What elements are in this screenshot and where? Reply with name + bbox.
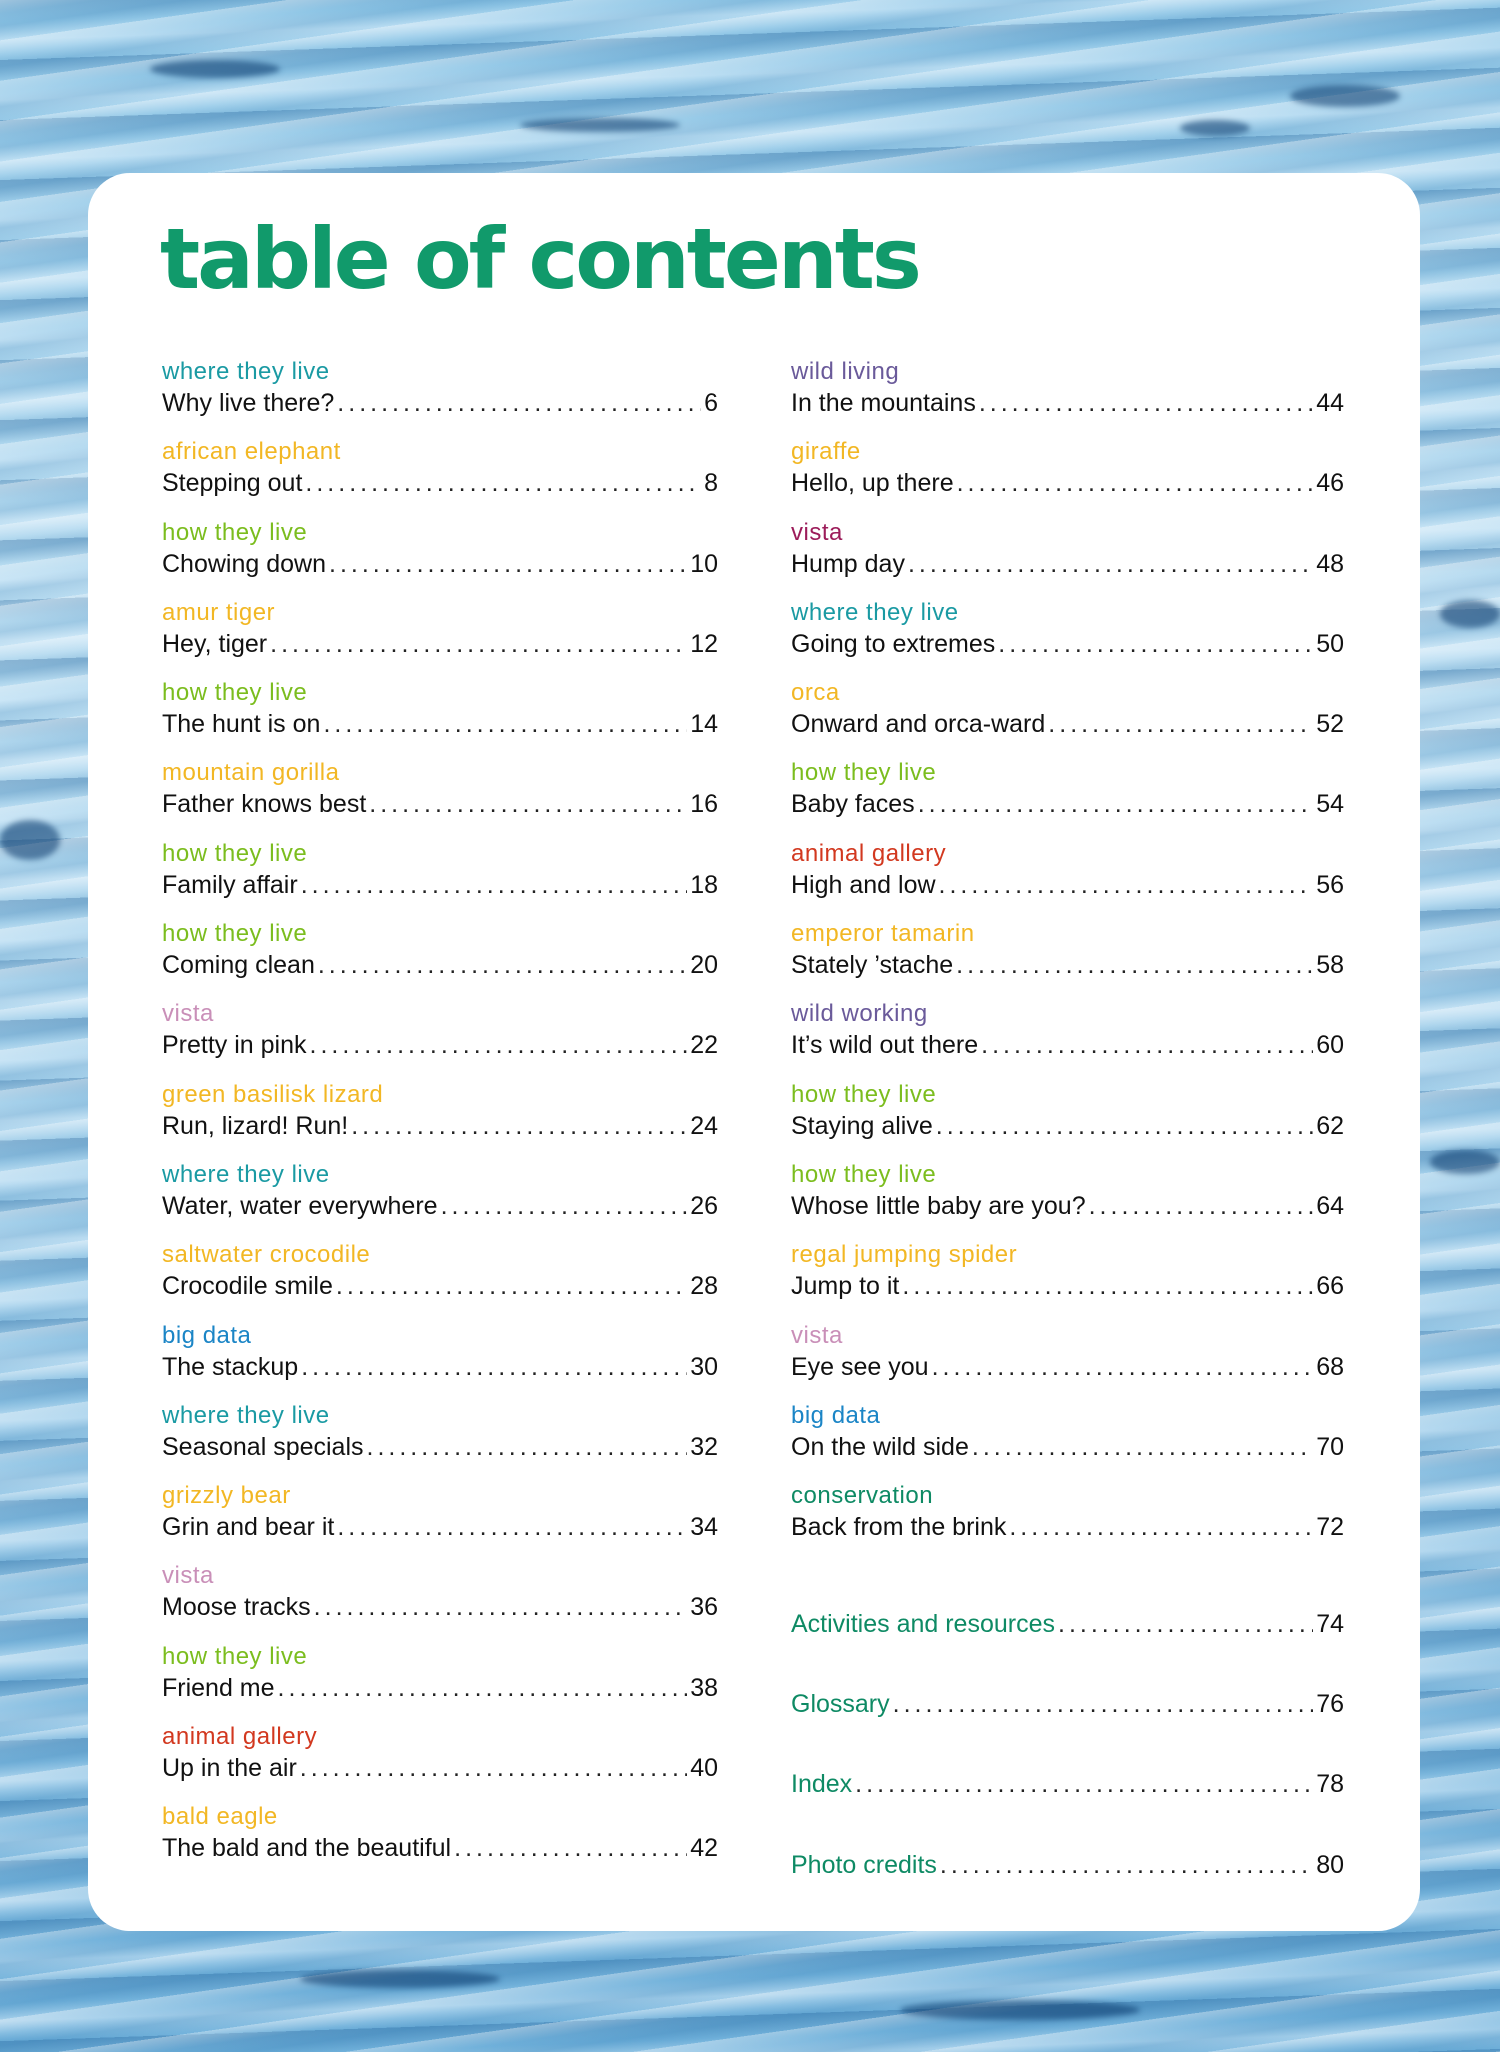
toc-line	[791, 1511, 1344, 1543]
toc-entry[interactable]	[791, 1080, 1344, 1160]
water-ripple	[520, 118, 680, 132]
toc-page-number: 76	[1316, 1690, 1344, 1719]
toc-category-label: giraffe	[791, 438, 861, 466]
toc-title: Water, water everywhere	[162, 1191, 438, 1220]
toc-line	[162, 1832, 718, 1864]
toc-line	[791, 1270, 1344, 1302]
toc-line	[162, 1351, 718, 1383]
toc-category-label: where they live	[791, 598, 959, 626]
dot-leader	[1048, 708, 1313, 740]
toc-category-label: how they live	[162, 839, 308, 867]
toc-title: On the wild side	[791, 1432, 969, 1461]
toc-category-label: how they live	[162, 920, 308, 948]
toc-title: Whose little baby are you?	[791, 1191, 1086, 1220]
toc-page-number: 16	[690, 790, 718, 819]
toc-entry[interactable]	[162, 1321, 718, 1401]
dot-leader	[908, 548, 1313, 580]
toc-page-number: 80	[1316, 1850, 1344, 1879]
dot-leader	[972, 1431, 1313, 1463]
dot-leader	[351, 1110, 687, 1142]
toc-line	[162, 1672, 718, 1704]
toc-line	[791, 708, 1344, 740]
toc-category-label: bald eagle	[162, 1803, 278, 1831]
toc-category-label: vista	[791, 1321, 843, 1349]
toc-line	[162, 1591, 718, 1623]
dot-leader	[902, 1270, 1313, 1302]
toc-line	[791, 1190, 1344, 1222]
toc-page-number: 50	[1316, 629, 1344, 658]
toc-category-label: amur tiger	[162, 598, 276, 626]
toc-entry[interactable]	[162, 1722, 718, 1802]
toc-title: Crocodile smile	[162, 1272, 333, 1301]
toc-page-number: 58	[1316, 951, 1344, 980]
toc-entry[interactable]	[791, 839, 1344, 919]
toc-entry[interactable]	[162, 1642, 718, 1722]
toc-category-label: animal gallery	[791, 839, 947, 867]
dot-leader	[936, 1110, 1313, 1142]
toc-page-number: 46	[1316, 469, 1344, 498]
toc-page-number: 12	[690, 629, 718, 658]
toc-title: Jump to it	[791, 1272, 900, 1301]
toc-page-number: 36	[690, 1593, 718, 1622]
toc-title: Run, lizard! Run!	[162, 1111, 349, 1140]
toc-title: Index	[791, 1770, 853, 1799]
toc-title: Photo credits	[791, 1850, 937, 1879]
toc-title: Hey, tiger	[162, 629, 268, 658]
dot-leader	[1009, 1511, 1313, 1543]
toc-entry[interactable]	[162, 1160, 718, 1240]
toc-line	[791, 628, 1344, 660]
toc-line	[162, 387, 718, 419]
toc-title: It’s wild out there	[791, 1031, 979, 1060]
toc-line	[791, 467, 1344, 499]
toc-category-label: regal jumping spider	[791, 1241, 1018, 1269]
toc-category-label: vista	[791, 518, 843, 546]
toc-entry[interactable]	[162, 1401, 718, 1481]
toc-category-label: wild living	[791, 358, 900, 385]
toc-extra-entry[interactable]	[791, 1561, 1344, 1641]
toc-entry[interactable]	[791, 437, 1344, 517]
toc-category-label: how they live	[162, 679, 308, 707]
toc-entry[interactable]	[162, 678, 718, 758]
dot-leader	[367, 1431, 688, 1463]
toc-line	[791, 548, 1344, 580]
toc-title: The bald and the beautiful	[162, 1834, 452, 1863]
toc-entry[interactable]	[791, 1240, 1344, 1320]
toc-line	[791, 1608, 1344, 1642]
toc-entry[interactable]	[791, 1321, 1344, 1401]
toc-page-number: 44	[1316, 389, 1344, 417]
toc-title: Eye see you	[791, 1352, 929, 1381]
toc-category-label: where they live	[162, 1160, 330, 1188]
toc-title: Friend me	[162, 1673, 275, 1702]
toc-title: Why live there?	[162, 389, 335, 417]
toc-page-number: 10	[690, 549, 718, 578]
toc-page-number: 32	[690, 1432, 718, 1461]
toc-line	[162, 1511, 718, 1543]
dot-leader	[1058, 1608, 1313, 1640]
toc-line	[162, 869, 718, 901]
dot-leader	[318, 949, 687, 981]
toc-page-number: 78	[1316, 1770, 1344, 1799]
toc-title: Seasonal specials	[162, 1432, 364, 1461]
toc-extra-entry[interactable]	[791, 1802, 1344, 1882]
toc-title: Grin and bear it	[162, 1513, 335, 1542]
dot-leader	[998, 628, 1313, 660]
toc-title: Onward and orca-ward	[791, 710, 1046, 739]
dot-leader	[300, 1752, 687, 1784]
water-ripple	[150, 60, 280, 78]
toc-title: Stately ’stache	[791, 951, 954, 980]
toc-page-number: 70	[1316, 1432, 1344, 1461]
water-ripple	[1430, 1150, 1500, 1174]
toc-title: The hunt is on	[162, 710, 321, 739]
toc-entry[interactable]	[162, 1561, 718, 1641]
toc-category-label: how they live	[162, 1642, 308, 1670]
dot-leader	[310, 1029, 688, 1061]
toc-page-number: 40	[690, 1754, 718, 1783]
toc-entry[interactable]	[791, 758, 1344, 838]
dot-leader	[939, 869, 1314, 901]
dot-leader	[270, 628, 687, 660]
dot-leader	[1089, 1190, 1314, 1222]
toc-line	[162, 1110, 718, 1142]
toc-title: The stackup	[162, 1352, 299, 1381]
toc-line	[162, 1431, 718, 1463]
toc-line	[791, 949, 1344, 981]
dot-leader	[940, 1849, 1313, 1881]
water-ripple	[1290, 85, 1400, 107]
dot-leader	[369, 788, 687, 820]
toc-category-label: vista	[162, 1562, 214, 1590]
toc-line	[791, 1849, 1344, 1883]
toc-title: Going to extremes	[791, 629, 996, 658]
toc-category-label: grizzly bear	[162, 1482, 291, 1510]
toc-entry[interactable]	[162, 1802, 718, 1882]
toc-page-number: 52	[1316, 710, 1344, 739]
toc-page-number: 6	[704, 389, 718, 417]
toc-page-number: 34	[690, 1513, 718, 1542]
water-ripple	[1440, 600, 1500, 628]
toc-extra-entry[interactable]	[791, 1722, 1344, 1802]
toc-page-number: 28	[690, 1272, 718, 1301]
toc-line	[791, 869, 1344, 901]
toc-page-number: 74	[1316, 1609, 1344, 1638]
toc-entry[interactable]	[791, 1401, 1344, 1481]
toc-title: Hump day	[791, 549, 905, 578]
dot-leader	[323, 708, 687, 740]
toc-title: Stepping out	[162, 469, 303, 498]
toc-line	[162, 1029, 718, 1061]
toc-category-label: orca	[791, 679, 840, 707]
toc-page-number: 72	[1316, 1513, 1344, 1542]
dot-leader	[932, 1351, 1314, 1383]
dot-leader	[301, 1351, 687, 1383]
toc-title: Activities and resources	[791, 1609, 1056, 1638]
toc-category-label: big data	[162, 1321, 252, 1349]
water-ripple	[0, 820, 60, 860]
toc-line	[162, 708, 718, 740]
toc-extra-entry[interactable]	[791, 1642, 1344, 1722]
toc-category-label: where they live	[162, 1401, 330, 1429]
toc-category-label: big data	[791, 1401, 881, 1429]
toc-page-number: 22	[690, 1031, 718, 1060]
toc-page-number: 30	[690, 1352, 718, 1381]
toc-page-number: 14	[690, 710, 718, 739]
page-title: table of contents	[160, 210, 919, 308]
toc-page-number: 56	[1316, 870, 1344, 899]
toc-line	[791, 1768, 1344, 1802]
toc-entry[interactable]	[791, 999, 1344, 1079]
toc-page-number: 38	[690, 1673, 718, 1702]
dot-leader	[454, 1832, 687, 1864]
toc-category-label: how they live	[791, 1160, 937, 1188]
dot-leader	[305, 467, 701, 499]
dot-leader	[893, 1688, 1314, 1720]
toc-category-label: how they live	[791, 759, 937, 787]
toc-category-label: how they live	[162, 518, 308, 546]
dot-leader	[957, 467, 1314, 499]
dot-leader	[979, 387, 1313, 419]
toc-entry[interactable]	[162, 518, 718, 598]
toc-entry[interactable]	[162, 1240, 718, 1320]
toc-title: High and low	[791, 870, 936, 899]
toc-title: Coming clean	[162, 951, 315, 980]
toc-title: Staying alive	[791, 1111, 933, 1140]
toc-page-number: 20	[690, 951, 718, 980]
toc-page-number: 60	[1316, 1031, 1344, 1060]
toc-line	[162, 788, 718, 820]
water-ripple	[300, 1970, 500, 1988]
dot-leader	[956, 949, 1313, 981]
toc-entry[interactable]	[791, 357, 1344, 437]
toc-page-number: 26	[690, 1191, 718, 1220]
toc-title: Father knows best	[162, 790, 367, 819]
toc-title: Family affair	[162, 870, 298, 899]
toc-title: Pretty in pink	[162, 1031, 307, 1060]
toc-line	[162, 628, 718, 660]
toc-line	[791, 1351, 1344, 1383]
toc-entry[interactable]	[791, 518, 1344, 598]
toc-page-number: 62	[1316, 1111, 1344, 1140]
toc-title: Baby faces	[791, 790, 915, 819]
toc-entry[interactable]	[791, 678, 1344, 758]
toc-category-label: animal gallery	[162, 1723, 318, 1751]
toc-entry[interactable]	[791, 919, 1344, 999]
toc-page-number: 54	[1316, 790, 1344, 819]
contents-column-left	[162, 357, 718, 1883]
toc-title: Up in the air	[162, 1754, 297, 1783]
toc-page-number: 64	[1316, 1191, 1344, 1220]
toc-line	[162, 1752, 718, 1784]
dot-leader	[329, 548, 687, 580]
toc-title: Glossary	[791, 1690, 890, 1719]
toc-entry[interactable]	[162, 437, 718, 517]
dot-leader	[981, 1029, 1313, 1061]
toc-title: Back from the brink	[791, 1513, 1007, 1542]
toc-entry[interactable]	[162, 598, 718, 678]
toc-page-number: 42	[690, 1834, 718, 1863]
toc-entry[interactable]	[791, 1160, 1344, 1240]
toc-entry[interactable]	[162, 919, 718, 999]
toc-category-label: saltwater crocodile	[162, 1241, 371, 1269]
toc-page-number: 18	[690, 870, 718, 899]
water-ripple	[900, 2000, 1140, 2020]
toc-entry[interactable]	[791, 598, 1344, 678]
dot-leader	[918, 788, 1314, 820]
toc-category-label: mountain gorilla	[162, 759, 340, 787]
dot-leader	[441, 1190, 688, 1222]
toc-line	[162, 467, 718, 499]
toc-title: Hello, up there	[791, 469, 954, 498]
dot-leader	[337, 1511, 687, 1543]
toc-line	[791, 1688, 1344, 1722]
toc-category-label: vista	[162, 1000, 214, 1028]
toc-line	[791, 1110, 1344, 1142]
toc-entry[interactable]	[162, 1080, 718, 1160]
toc-entry[interactable]	[162, 357, 718, 437]
toc-category-label: emperor tamarin	[791, 920, 975, 948]
toc-line	[791, 788, 1344, 820]
dot-leader	[301, 869, 688, 901]
toc-category-label: green basilisk lizard	[162, 1080, 384, 1108]
toc-line	[791, 1029, 1344, 1061]
toc-line	[791, 387, 1344, 419]
toc-entry[interactable]	[791, 1481, 1344, 1561]
water-ripple	[1180, 120, 1250, 136]
toc-category-label: conservation	[791, 1482, 934, 1510]
toc-title: In the mountains	[791, 389, 976, 417]
toc-page-number: 8	[704, 469, 718, 498]
toc-entry[interactable]	[162, 758, 718, 838]
toc-line	[162, 949, 718, 981]
toc-line	[162, 1270, 718, 1302]
toc-category-label: how they live	[791, 1080, 937, 1108]
toc-line	[162, 548, 718, 580]
toc-line	[791, 1431, 1344, 1463]
toc-line	[162, 1190, 718, 1222]
toc-page-number: 68	[1316, 1352, 1344, 1381]
dot-leader	[336, 1270, 687, 1302]
dot-leader	[855, 1768, 1313, 1800]
dot-leader	[337, 387, 701, 419]
toc-page-number: 48	[1316, 549, 1344, 578]
toc-category-label: wild working	[791, 1000, 928, 1028]
toc-title: Chowing down	[162, 549, 326, 578]
toc-category-label: where they live	[162, 358, 330, 385]
toc-page-number: 24	[690, 1111, 718, 1140]
toc-page-number: 66	[1316, 1272, 1344, 1301]
toc-entry[interactable]	[162, 999, 718, 1079]
toc-category-label: african elephant	[162, 438, 341, 466]
toc-entry[interactable]	[162, 839, 718, 919]
toc-entry[interactable]	[162, 1481, 718, 1561]
dot-leader	[314, 1591, 688, 1623]
contents-column-right	[791, 357, 1344, 1883]
toc-title: Moose tracks	[162, 1593, 311, 1622]
dot-leader	[278, 1672, 688, 1704]
